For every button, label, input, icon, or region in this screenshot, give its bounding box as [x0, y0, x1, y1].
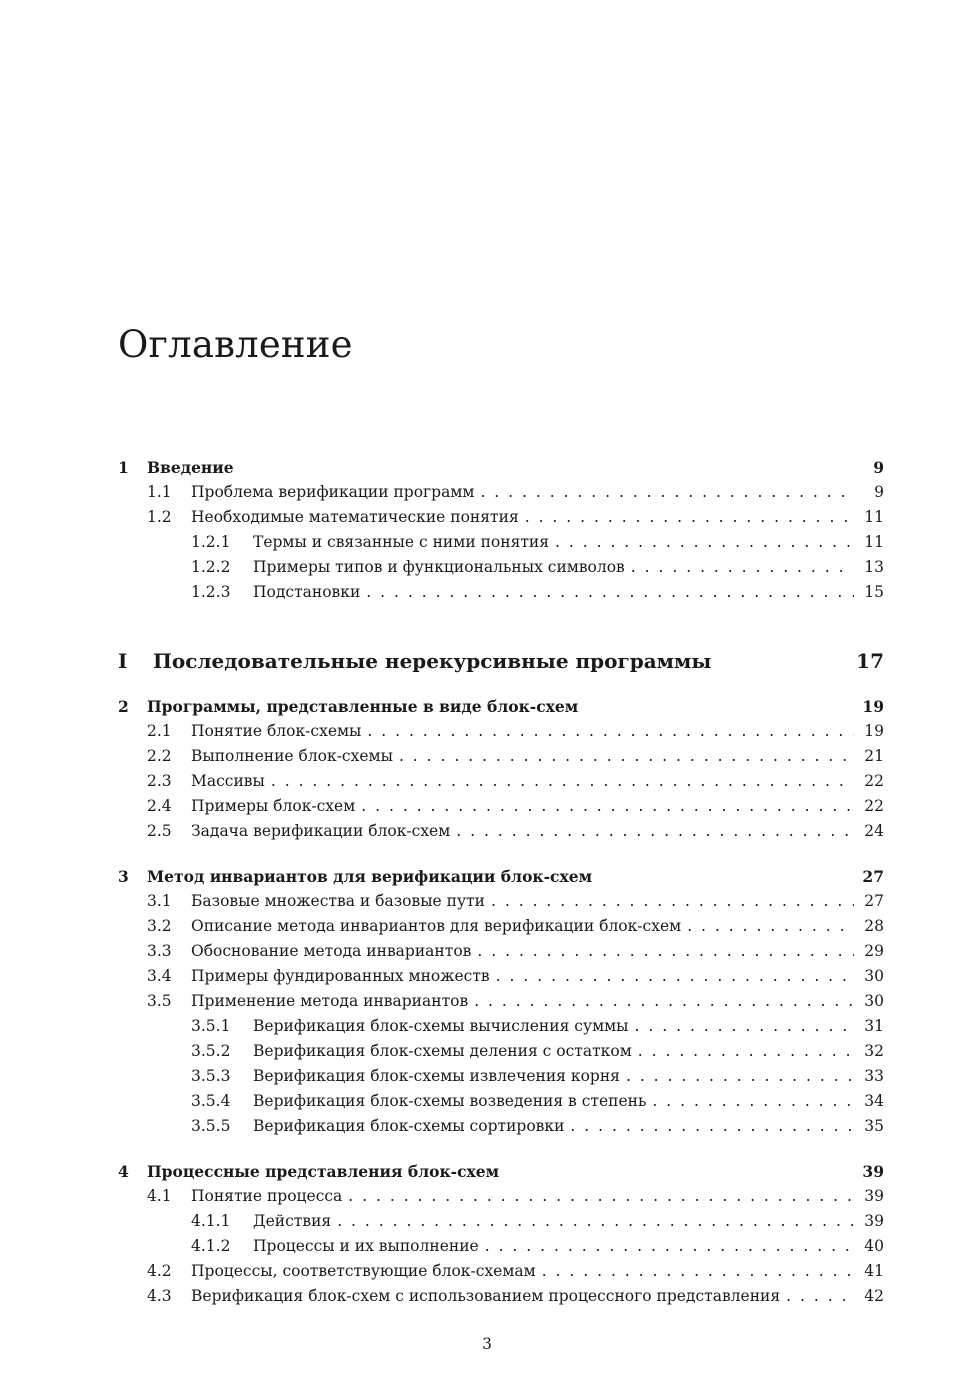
page-title: Оглавление [118, 323, 353, 366]
toc-entry-page: 35 [864, 1117, 884, 1135]
toc-entry-title: Метод инвариантов для верификации блок-схем [147, 867, 593, 886]
toc-section[interactable] [118, 744, 884, 769]
toc-entry-number: 3.5.1 [191, 1017, 231, 1035]
toc-entry-page: 19 [864, 722, 884, 740]
toc-section[interactable] [118, 1259, 884, 1284]
toc-entry-page: 30 [864, 967, 884, 985]
toc-entry-number: 2.1 [147, 722, 172, 740]
toc-entry-page: 39 [862, 1162, 884, 1181]
dot-leader [491, 889, 854, 914]
toc-entry-number: 4.3 [147, 1287, 172, 1305]
toc-entry-title: Процессы и их выполнение [253, 1237, 479, 1255]
toc-entry-number: 1.2 [147, 508, 172, 526]
toc-entry-title: Понятие блок-схемы [191, 722, 362, 740]
dot-leader [687, 914, 854, 939]
toc-entry-page: 32 [864, 1042, 884, 1060]
dot-leader [337, 1209, 854, 1234]
toc-subsection[interactable] [118, 1039, 884, 1064]
toc-entry-title: Примеры блок-схем [191, 797, 356, 815]
dot-leader [638, 1039, 854, 1064]
dot-leader [570, 1114, 854, 1139]
toc-subsection[interactable] [118, 1089, 884, 1114]
toc-entry-title: Верификация блок-схемы возведения в степень [253, 1092, 647, 1110]
toc-section[interactable] [118, 1184, 884, 1209]
toc-section[interactable] [118, 964, 884, 989]
toc-subsection[interactable] [118, 530, 884, 555]
toc-entry-title: Верификация блок-схемы сортировки [253, 1117, 565, 1135]
toc-entry-number: 4.1 [147, 1187, 172, 1205]
toc-subsection[interactable] [118, 1064, 884, 1089]
toc-subsection[interactable] [118, 1114, 884, 1139]
toc-section[interactable] [118, 505, 884, 530]
toc-section[interactable] [118, 819, 884, 844]
toc-entry-number: 3.4 [147, 967, 172, 985]
toc-entry-number: 2.2 [147, 747, 172, 765]
toc-entry-title: Обоснование метода инвариантов [191, 942, 472, 960]
dot-leader [635, 1014, 854, 1039]
toc-entry-title: Последовательные нерекурсивные программы [153, 649, 712, 673]
dot-leader [485, 1234, 854, 1259]
dot-leader [367, 719, 854, 744]
toc-entry-page: 27 [862, 867, 884, 886]
toc-entry-number: 4 [118, 1162, 129, 1181]
dot-leader [652, 1089, 854, 1114]
toc-entry-title: Базовые множества и базовые пути [191, 892, 486, 910]
toc-entry-number: 3.5.5 [191, 1117, 231, 1135]
toc-entry-page: 19 [862, 697, 884, 716]
toc-entry-number: 3.5.4 [191, 1092, 231, 1110]
toc-subsection[interactable] [118, 1234, 884, 1259]
dot-leader [626, 1064, 854, 1089]
toc-entry-number: I [118, 649, 128, 673]
toc-entry-page: 22 [864, 797, 884, 815]
toc-entry-page: 21 [864, 747, 884, 765]
toc-entry-number: 1.2.1 [191, 533, 231, 551]
toc-entry-title: Описание метода инвариантов для верификации блок-схем [191, 917, 682, 935]
dot-leader [786, 1284, 854, 1309]
toc-entry-number: 1.2.2 [191, 558, 231, 576]
toc-section[interactable] [118, 1284, 884, 1309]
toc-entry-number: 3.5 [147, 992, 172, 1010]
toc-entry-page: 28 [864, 917, 884, 935]
dot-leader [542, 1259, 854, 1284]
dot-leader [496, 964, 854, 989]
toc-entry-page: 41 [864, 1262, 884, 1280]
toc-entry-title: Понятие процесса [191, 1187, 343, 1205]
toc-entry-title: Примеры фундированных множеств [191, 967, 490, 985]
toc-entry-page: 31 [864, 1017, 884, 1035]
toc-section[interactable] [118, 889, 884, 914]
toc-entry-title: Примеры типов и функциональных символов [253, 558, 625, 576]
toc-entry-number: 4.1.1 [191, 1212, 231, 1230]
toc-subsection[interactable] [118, 580, 884, 605]
dot-leader [361, 794, 854, 819]
toc-section[interactable] [118, 939, 884, 964]
toc-entry-number: 1.2.3 [191, 583, 231, 601]
toc-entry-title: Процессы, соответствующие блок-схемам [191, 1262, 536, 1280]
toc-chapter[interactable] [118, 455, 884, 480]
toc-chapter[interactable] [118, 694, 884, 719]
toc-entry-number: 1 [118, 458, 129, 477]
toc-entry-page: 24 [864, 822, 884, 840]
dot-leader [525, 505, 854, 530]
toc-entry-page: 40 [864, 1237, 884, 1255]
toc-section[interactable] [118, 794, 884, 819]
toc-entry-page: 30 [864, 992, 884, 1010]
toc-entry-page: 15 [864, 583, 884, 601]
toc-chapter[interactable] [118, 864, 884, 889]
toc-entry-title: Задача верификации блок-схем [191, 822, 451, 840]
toc-entry-page: 9 [873, 458, 884, 477]
toc-entry-title: Введение [147, 458, 234, 477]
toc-entry-number: 2.3 [147, 772, 172, 790]
toc-entry-number: 3.5.2 [191, 1042, 231, 1060]
toc-entry-page: 39 [864, 1187, 884, 1205]
dot-leader [366, 580, 854, 605]
toc-subsection[interactable] [118, 1209, 884, 1234]
dot-leader [631, 555, 854, 580]
toc-entry-title: Подстановки [253, 583, 361, 601]
toc-subsection[interactable] [118, 1014, 884, 1039]
toc-entry-page: 13 [864, 558, 884, 576]
toc-entry-title: Применение метода инвариантов [191, 992, 469, 1010]
toc-section[interactable] [118, 480, 884, 505]
dot-leader [348, 1184, 854, 1209]
toc-entry-page: 29 [864, 942, 884, 960]
toc-entry-number: 3.3 [147, 942, 172, 960]
dot-leader [555, 530, 854, 555]
toc-entry-title: Верификация блок-схемы деления с остатком [253, 1042, 632, 1060]
toc-part[interactable] [118, 646, 884, 676]
toc-entry-title: Верификация блок-схем с использованием процессного представления [191, 1287, 781, 1305]
toc-entry-title: Действия [253, 1212, 332, 1230]
dot-leader [399, 744, 854, 769]
toc-entry-number: 2.5 [147, 822, 172, 840]
toc-entry-title: Верификация блок-схемы вычисления суммы [253, 1017, 629, 1035]
toc-section[interactable] [118, 989, 884, 1014]
toc-entry-number: 2.4 [147, 797, 172, 815]
toc-section[interactable] [118, 719, 884, 744]
toc-entry-page: 22 [864, 772, 884, 790]
toc-entry-title: Выполнение блок-схемы [191, 747, 393, 765]
toc-entry-number: 4.1.2 [191, 1237, 231, 1255]
dot-leader [477, 939, 854, 964]
toc-entry-number: 3 [118, 867, 129, 886]
toc-entry-number: 4.2 [147, 1262, 172, 1280]
toc-section[interactable] [118, 914, 884, 939]
dot-leader [271, 769, 854, 794]
toc-entry-page: 11 [864, 508, 884, 526]
toc-entry-number: 3.2 [147, 917, 172, 935]
toc-section[interactable] [118, 769, 884, 794]
toc-entry-number: 2 [118, 697, 129, 716]
toc-entry-title: Необходимые математические понятия [191, 508, 519, 526]
toc-entry-title: Термы и связанные с ними понятия [253, 533, 550, 551]
toc-entry-title: Верификация блок-схемы извлечения корня [253, 1067, 620, 1085]
toc-entry-page: 17 [856, 649, 884, 673]
toc-entry-page: 42 [864, 1287, 884, 1305]
toc-entry-page: 34 [864, 1092, 884, 1110]
toc-entry-page: 27 [864, 892, 884, 910]
toc-entry-number: 1.1 [147, 483, 172, 501]
page-number: 3 [482, 1335, 492, 1353]
dot-leader [456, 819, 854, 844]
toc-entry-page: 33 [864, 1067, 884, 1085]
toc-entry-page: 9 [874, 483, 884, 501]
toc-entry-title: Процессные представления блок-схем [147, 1162, 500, 1181]
toc-entry-page: 39 [864, 1212, 884, 1230]
toc-entry-title: Программы, представленные в виде блок-схем [147, 697, 579, 716]
toc-chapter[interactable] [118, 1159, 884, 1184]
dot-leader [480, 480, 854, 505]
toc-entry-page: 11 [864, 533, 884, 551]
toc-entry-number: 3.5.3 [191, 1067, 231, 1085]
toc-subsection[interactable] [118, 555, 884, 580]
toc-entry-title: Массивы [191, 772, 265, 790]
toc-entry-number: 3.1 [147, 892, 172, 910]
dot-leader [474, 989, 854, 1014]
toc-entry-title: Проблема верификации программ [191, 483, 475, 501]
